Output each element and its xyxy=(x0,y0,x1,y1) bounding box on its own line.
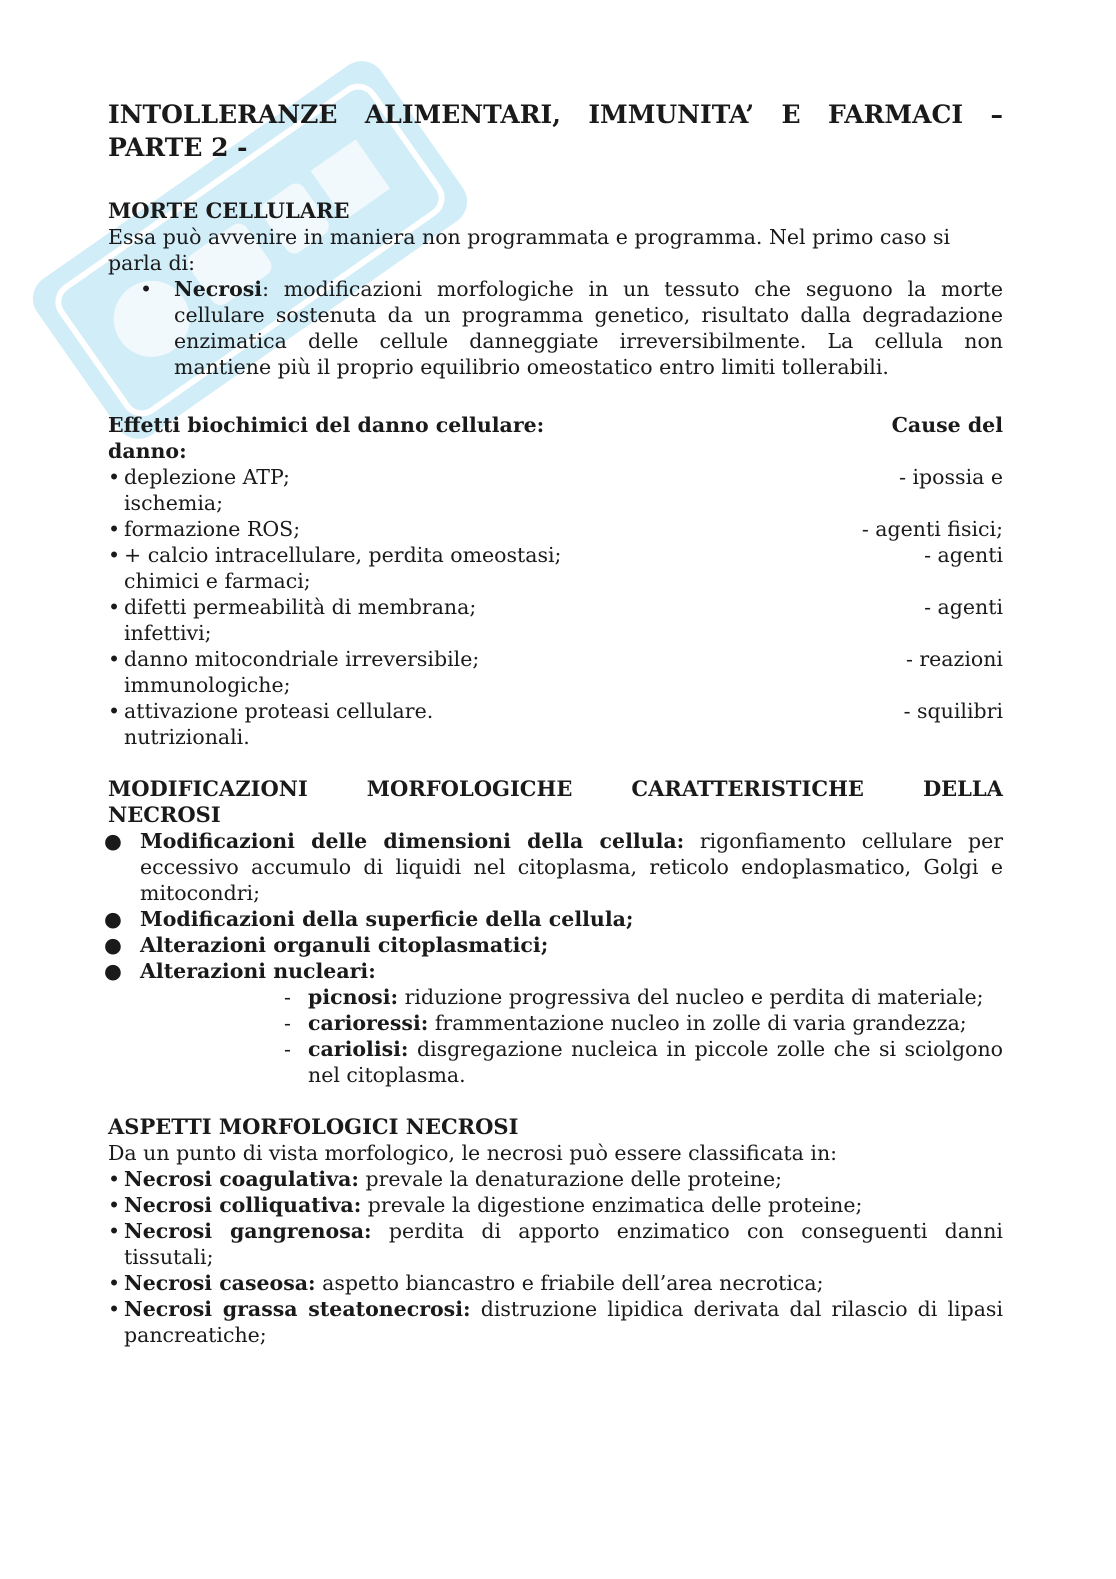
item-term: Alterazioni organuli citoplasmatici; xyxy=(140,933,549,957)
page-title: INTOLLERANZE ALIMENTARI, IMMUNITA’ E FARMACI – PARTE 2 - xyxy=(108,100,1003,162)
morte-intro: Essa può avvenire in maniera non programmata e programma. Nel primo caso si parla di: xyxy=(108,225,951,275)
item-term: picnosi: xyxy=(308,985,399,1009)
effects-right-heading-cont: danno: xyxy=(108,439,187,463)
list-item xyxy=(284,1036,1003,1088)
effect-text: formazione ROS; xyxy=(124,517,301,541)
heading-word: CARATTERISTICHE xyxy=(631,776,864,801)
section-heading-aspetti: ASPETTI MORFOLOGICI NECROSI xyxy=(108,1114,519,1139)
list-item xyxy=(284,1010,1003,1036)
list-item xyxy=(104,932,1003,958)
bullet-icon: • xyxy=(108,1219,121,1243)
bullet-icon: ● xyxy=(104,907,122,931)
dash-icon: - xyxy=(284,1037,291,1061)
cause-cont: immunologiche; xyxy=(124,673,291,697)
list-item xyxy=(138,276,1003,380)
bullet-icon: ● xyxy=(104,933,122,957)
cause-text: - ipossia e xyxy=(899,465,1003,489)
necrosi-list xyxy=(108,276,1003,380)
bullet-icon: • xyxy=(108,1167,121,1191)
list-item xyxy=(108,1296,1003,1348)
list-item xyxy=(108,1218,1003,1270)
bullet-icon: ● xyxy=(104,829,122,853)
necrosi-term: Necrosi xyxy=(174,277,263,301)
heading-word: MORFOLOGICHE xyxy=(366,776,573,801)
item-text: distruzione lipidica derivata dal rilascio di lipasi pancreatiche; xyxy=(124,1297,1003,1347)
effect-text: difetti permeabilità di membrana; xyxy=(124,595,477,619)
list-item xyxy=(108,1192,1003,1218)
item-term: Necrosi colliquativa: xyxy=(124,1193,362,1217)
aspetti-intro: Da un punto di vista morfologico, le necrosi può essere classificata in: xyxy=(108,1141,838,1165)
item-term: Necrosi grassa steatonecrosi: xyxy=(124,1297,471,1321)
section-heading-modificazioni xyxy=(108,776,1003,802)
effect-text: deplezione ATP; xyxy=(124,465,290,489)
cause-cont: ischemia; xyxy=(124,491,224,515)
item-text: rigonfiamento cellulare per eccessivo accumulo di liquidi nel citoplasma, reticolo endoplasmatico, Golgi e mitocondri; xyxy=(140,829,1003,905)
bullet-icon: • xyxy=(108,595,121,619)
nuclear-alterations-list xyxy=(108,984,1003,1088)
heading-word: DELLA xyxy=(922,776,1003,801)
cause-cont: infettivi; xyxy=(124,621,212,645)
dash-icon: - xyxy=(284,985,291,1009)
item-term: Necrosi caseosa: xyxy=(124,1271,316,1295)
list-item xyxy=(108,1270,1003,1296)
bullet-icon: • xyxy=(108,543,121,567)
item-text: prevale la denaturazione delle proteine; xyxy=(358,1167,782,1191)
item-text: riduzione progressiva del nucleo e perdita di materiale; xyxy=(398,985,984,1009)
aspetti-list xyxy=(108,1166,1003,1348)
bullet-icon: • xyxy=(108,1297,121,1321)
effect-row xyxy=(108,646,1003,698)
item-term: carioressi: xyxy=(308,1011,429,1035)
effect-row xyxy=(108,542,1003,594)
necrosi-text: : modificazioni morfologiche in un tessuto che seguono la morte cellulare sostenuta da un programma genetico, risultato dalla degradazione enzimatica delle cellule danneggiate irreversibilmente. La cellula non mantiene più il proprio equilibrio omeostatico entro limiti tollerabili. xyxy=(174,277,1003,379)
cause-cont: chimici e farmaci; xyxy=(124,569,311,593)
effect-text: danno mitocondriale irreversibile; xyxy=(124,647,480,671)
cause-text: - agenti xyxy=(924,595,1003,619)
item-text: prevale la digestione enzimatica delle proteine; xyxy=(361,1193,863,1217)
item-text: disgregazione nucleica in piccole zolle che si sciolgono nel citoplasma. xyxy=(308,1037,1003,1087)
effects-left-heading: Effetti biochimici del danno cellulare: xyxy=(108,413,545,437)
item-term: Modificazioni delle dimensioni della cellula: xyxy=(140,829,685,853)
effect-row xyxy=(108,464,1003,516)
list-item xyxy=(104,828,1003,906)
list-item xyxy=(108,1166,1003,1192)
effect-text: attivazione proteasi cellulare. xyxy=(124,699,434,723)
item-term: cariolisi: xyxy=(308,1037,409,1061)
modificazioni-list xyxy=(104,828,1003,984)
dash-icon: - xyxy=(284,1011,291,1035)
item-term: Necrosi coagulativa: xyxy=(124,1167,359,1191)
item-term: Modificazioni della superficie della cellula; xyxy=(140,907,634,931)
bullet-icon: ● xyxy=(104,959,122,983)
bullet-icon: • xyxy=(108,465,121,489)
cause-text: - agenti fisici; xyxy=(861,517,1003,541)
list-item xyxy=(104,906,1003,932)
effect-text: + calcio intracellulare, perdita omeostasi; xyxy=(124,543,562,567)
cause-cont: nutrizionali. xyxy=(124,725,250,749)
section-heading-morte-cellulare: MORTE CELLULARE xyxy=(108,198,350,223)
bullet-icon: • xyxy=(108,1193,121,1217)
list-item xyxy=(284,984,1003,1010)
item-text: frammentazione nucleo in zolle di varia grandezza; xyxy=(428,1011,967,1035)
effects-right-heading: Cause del xyxy=(891,413,1003,437)
bullet-icon: • xyxy=(108,699,121,723)
item-text: perdita di apporto enzimatico con conseguenti danni tissutali; xyxy=(124,1219,1003,1269)
effect-row xyxy=(108,698,1003,750)
effect-row xyxy=(108,516,1003,542)
section-heading-modificazioni-cont: NECROSI xyxy=(108,802,221,827)
bullet-icon: • xyxy=(108,647,121,671)
effects-heading xyxy=(108,412,1003,438)
item-text: aspetto biancastro e friabile dell’area necrotica; xyxy=(315,1271,824,1295)
item-term: Necrosi gangrenosa: xyxy=(124,1219,372,1243)
effect-row xyxy=(108,594,1003,646)
document-page xyxy=(104,98,1003,1348)
bullet-icon: • xyxy=(108,517,121,541)
bullet-icon: • xyxy=(108,1271,121,1295)
cause-text: - squilibri xyxy=(903,699,1003,723)
heading-word: MODIFICAZIONI xyxy=(108,776,308,801)
bullet-icon: • xyxy=(140,277,153,301)
effects-list xyxy=(108,464,1003,750)
cause-text: - reazioni xyxy=(905,647,1003,671)
list-item xyxy=(104,958,1003,984)
cause-text: - agenti xyxy=(924,543,1003,567)
item-term: Alterazioni nucleari: xyxy=(140,959,376,983)
